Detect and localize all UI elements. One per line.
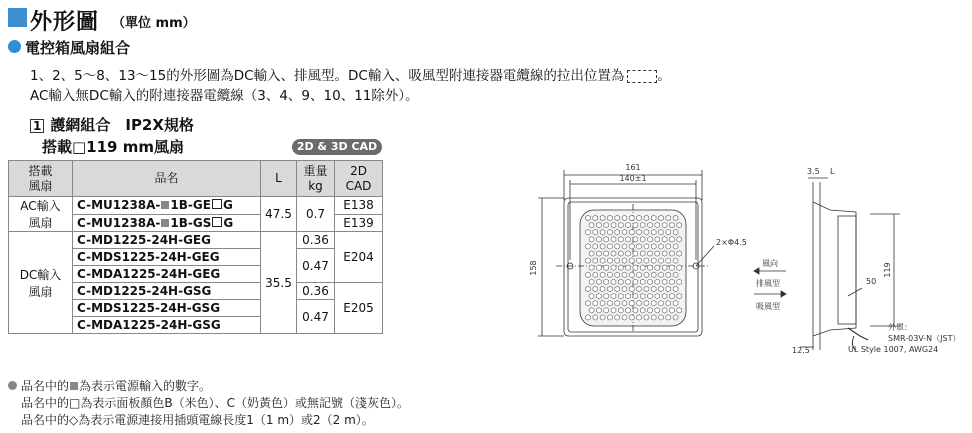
grill-hole bbox=[673, 315, 678, 321]
grill-hole bbox=[666, 300, 671, 306]
grill-hole bbox=[589, 222, 594, 228]
grill-hole bbox=[655, 293, 660, 299]
grill-hole bbox=[640, 237, 645, 243]
grill-hole bbox=[586, 300, 591, 306]
grill-hole bbox=[611, 279, 616, 285]
grill-hole bbox=[597, 222, 602, 228]
side-35-label: 3.5 bbox=[807, 167, 820, 176]
product-number: 1 bbox=[30, 119, 44, 133]
grill-hole bbox=[659, 300, 664, 306]
side-50-label: 50 bbox=[866, 277, 877, 286]
grill-hole bbox=[615, 286, 620, 292]
grill-hole bbox=[673, 258, 678, 264]
power-input-square-icon bbox=[70, 382, 78, 390]
grill-hole bbox=[615, 272, 620, 278]
grill-hole bbox=[677, 237, 682, 243]
grill-hole bbox=[626, 237, 631, 243]
product-subheading: 搭載□119 mm風扇 bbox=[42, 138, 184, 156]
grill-hole bbox=[600, 286, 605, 292]
grill-hole bbox=[640, 279, 645, 285]
grill-hole bbox=[626, 279, 631, 285]
grill-hole bbox=[633, 237, 638, 243]
grill-hole bbox=[611, 251, 616, 257]
grill-hole bbox=[655, 265, 660, 271]
grill-hole bbox=[600, 244, 605, 250]
grill-hole bbox=[589, 265, 594, 271]
grill-hole bbox=[626, 265, 631, 271]
exhaust-label: 排風型 bbox=[756, 279, 780, 288]
footnote-1: 品名中的 為表示電源輸入的數字。 bbox=[8, 377, 211, 394]
grill-hole bbox=[670, 265, 675, 271]
grill-hole bbox=[662, 265, 667, 271]
grill-hole bbox=[651, 229, 656, 235]
dc-type-cell: DC輸入 風扇 bbox=[9, 232, 73, 334]
grill-hole bbox=[644, 258, 649, 264]
footnote-3: 品名中的◇為表示電源連接用插頭電線長度1（1 m）或2（2 m）。 bbox=[21, 413, 374, 427]
grill-hole bbox=[640, 265, 645, 271]
intake-label: 吸風型 bbox=[756, 302, 780, 311]
grill-hole bbox=[611, 293, 616, 299]
grill-hole bbox=[604, 265, 609, 271]
grill-hole bbox=[589, 308, 594, 314]
grill-hole bbox=[611, 308, 616, 314]
table-row: C-MDS1225-24H-GEG bbox=[73, 249, 261, 266]
grill-hole bbox=[622, 272, 627, 278]
grill-hole bbox=[666, 258, 671, 264]
grill-hole bbox=[648, 222, 653, 228]
grill-hole bbox=[648, 237, 653, 243]
grill-hole bbox=[622, 315, 627, 321]
grill-hole bbox=[608, 229, 613, 235]
table-row: C-MD1225-24H-GSG bbox=[73, 283, 261, 300]
grill-hole bbox=[637, 300, 642, 306]
grill-hole bbox=[593, 286, 598, 292]
section-title: 電控箱風扇組合 bbox=[25, 39, 131, 57]
grill-hole bbox=[586, 215, 591, 221]
note-line-2: AC輸入無DC輸入的附連接器電纜線（3、4、9、10、11除外）。 bbox=[30, 88, 419, 104]
grill-hole bbox=[593, 244, 598, 250]
grill-hole bbox=[600, 300, 605, 306]
grill-hole bbox=[629, 315, 634, 321]
section-bullet-icon bbox=[8, 40, 21, 53]
grill-hole bbox=[655, 237, 660, 243]
grill-hole bbox=[593, 315, 598, 321]
grill-hole bbox=[608, 215, 613, 221]
header-model: 品名 bbox=[73, 161, 261, 197]
grill-hole bbox=[640, 251, 645, 257]
grill-hole bbox=[622, 229, 627, 235]
grill-hole bbox=[644, 300, 649, 306]
grill-hole bbox=[618, 237, 623, 243]
grill-hole bbox=[597, 265, 602, 271]
grill-hole bbox=[648, 251, 653, 257]
grill-hole bbox=[611, 222, 616, 228]
connector-label: 外罩： bbox=[888, 323, 912, 332]
side-L-label: L bbox=[830, 167, 835, 176]
dc-weight: 0.36 bbox=[297, 232, 335, 249]
grill-hole bbox=[673, 286, 678, 292]
grill-hole bbox=[633, 279, 638, 285]
grill-hole bbox=[589, 251, 594, 257]
grill-hole bbox=[670, 279, 675, 285]
grill-hole bbox=[637, 315, 642, 321]
grill-hole bbox=[633, 308, 638, 314]
table-row: C-MDA1225-24H-GEG bbox=[73, 266, 261, 283]
dc-weight: 0.47 bbox=[297, 300, 335, 334]
grill-hole bbox=[662, 237, 667, 243]
grill-hole bbox=[637, 244, 642, 250]
grill-hole bbox=[651, 215, 656, 221]
grill-hole bbox=[589, 237, 594, 243]
table-row: C-MDA1225-24H-GSG bbox=[73, 317, 261, 334]
grill-mesh bbox=[586, 215, 682, 320]
cad-link[interactable]: E205 bbox=[335, 283, 383, 334]
grill-hole bbox=[670, 251, 675, 257]
cable-label: UL Style 1007, AWG24 bbox=[848, 345, 939, 354]
grill-hole bbox=[608, 272, 613, 278]
grill-hole bbox=[608, 315, 613, 321]
outline-drawing bbox=[530, 160, 970, 360]
grill-hole bbox=[618, 293, 623, 299]
grill-hole bbox=[659, 215, 664, 221]
grill-hole bbox=[644, 244, 649, 250]
grill-hole bbox=[622, 258, 627, 264]
grill-hole bbox=[600, 272, 605, 278]
grill-hole bbox=[604, 308, 609, 314]
grill-hole bbox=[593, 258, 598, 264]
grill-hole bbox=[637, 215, 642, 221]
cad-link[interactable]: E139 bbox=[335, 214, 383, 232]
grill-hole bbox=[662, 222, 667, 228]
grill-hole bbox=[600, 315, 605, 321]
grill-hole bbox=[629, 244, 634, 250]
grill-hole bbox=[622, 244, 627, 250]
grill-hole bbox=[659, 258, 664, 264]
grill-hole bbox=[651, 300, 656, 306]
grill-hole bbox=[622, 300, 627, 306]
grill-hole bbox=[629, 300, 634, 306]
grill-hole bbox=[618, 308, 623, 314]
grill-hole bbox=[629, 215, 634, 221]
grill-hole bbox=[677, 251, 682, 257]
grill-hole bbox=[637, 272, 642, 278]
spec-table bbox=[8, 160, 383, 334]
dim-161-label: 161 bbox=[625, 163, 641, 172]
grill-hole bbox=[622, 286, 627, 292]
grill-hole bbox=[662, 279, 667, 285]
grill-hole bbox=[670, 308, 675, 314]
grill-hole bbox=[673, 229, 678, 235]
grill-hole bbox=[659, 272, 664, 278]
grill-hole bbox=[597, 251, 602, 257]
hole-label: 2×Φ4.5 bbox=[716, 238, 747, 247]
grill-hole bbox=[611, 237, 616, 243]
grill-hole bbox=[648, 265, 653, 271]
grill-hole bbox=[670, 237, 675, 243]
grill-hole bbox=[615, 315, 620, 321]
grill-hole bbox=[604, 251, 609, 257]
page-title: 外形圖 bbox=[30, 10, 100, 35]
grill-hole bbox=[673, 215, 678, 221]
grill-hole bbox=[644, 286, 649, 292]
grill-hole bbox=[666, 215, 671, 221]
grill-hole bbox=[604, 222, 609, 228]
grill-hole bbox=[604, 237, 609, 243]
table-row: C-MU1238A- 1B-GS G bbox=[73, 214, 261, 232]
grill-hole bbox=[677, 279, 682, 285]
grill-hole bbox=[615, 258, 620, 264]
grill-hole bbox=[637, 229, 642, 235]
grill-hole bbox=[648, 293, 653, 299]
footnote-2: 品名中的□為表示面板顏色B（米色）、C（奶黃色）或無記號（淺灰色）。 bbox=[21, 396, 409, 410]
grill-hole bbox=[651, 244, 656, 250]
grill-hole bbox=[637, 258, 642, 264]
grill-hole bbox=[600, 229, 605, 235]
power-input-square-icon bbox=[161, 219, 169, 227]
footnote-bullet-icon bbox=[8, 381, 17, 390]
grill-hole bbox=[608, 244, 613, 250]
grill-hole bbox=[618, 279, 623, 285]
grill-hole bbox=[677, 308, 682, 314]
ac-L: 47.5 bbox=[261, 197, 297, 232]
header-cad: 2D CAD bbox=[335, 161, 383, 197]
grill-hole bbox=[655, 222, 660, 228]
grill-hole bbox=[673, 300, 678, 306]
grill-hole bbox=[593, 272, 598, 278]
grill-hole bbox=[651, 315, 656, 321]
dim-140-label: 140±1 bbox=[619, 174, 647, 183]
grill-hole bbox=[618, 265, 623, 271]
dim-158-label: 158 bbox=[529, 260, 538, 276]
grill-hole bbox=[629, 258, 634, 264]
grill-hole bbox=[673, 244, 678, 250]
header-weight: 重量 kg bbox=[297, 161, 335, 197]
grill-hole bbox=[666, 272, 671, 278]
connector-model-label: SMR-03V-N（JST） bbox=[888, 334, 961, 343]
grill-hole bbox=[608, 286, 613, 292]
grill-hole bbox=[626, 222, 631, 228]
grill-hole bbox=[659, 229, 664, 235]
grill-hole bbox=[662, 308, 667, 314]
grill-hole bbox=[677, 293, 682, 299]
panel-color-square-icon bbox=[212, 199, 222, 209]
grill-hole bbox=[589, 279, 594, 285]
grill-hole bbox=[629, 286, 634, 292]
note-line-1 bbox=[30, 64, 671, 84]
grill-hole bbox=[677, 222, 682, 228]
grill-hole bbox=[608, 300, 613, 306]
grill-hole bbox=[600, 258, 605, 264]
grill-hole bbox=[629, 229, 634, 235]
grill-hole bbox=[629, 272, 634, 278]
cad-badge[interactable]: 2D & 3D CAD bbox=[292, 139, 382, 155]
grill-hole bbox=[644, 215, 649, 221]
grill-hole bbox=[651, 258, 656, 264]
table-row: C-MU1238A- 1B-GE G bbox=[73, 197, 261, 215]
grill-hole bbox=[586, 244, 591, 250]
grill-hole bbox=[604, 293, 609, 299]
grill-hole bbox=[626, 251, 631, 257]
side-125-label: 12.5 bbox=[792, 346, 810, 355]
dc-weight: 0.36 bbox=[297, 283, 335, 300]
grill-hole bbox=[677, 265, 682, 271]
grill-hole bbox=[640, 222, 645, 228]
grill-hole bbox=[651, 286, 656, 292]
grill-hole bbox=[648, 308, 653, 314]
grill-hole bbox=[640, 293, 645, 299]
grill-hole bbox=[670, 293, 675, 299]
grill-hole bbox=[615, 244, 620, 250]
dc-weight: 0.47 bbox=[297, 249, 335, 283]
grill-hole bbox=[673, 272, 678, 278]
cad-link[interactable]: E138 bbox=[335, 197, 383, 215]
header-type: 搭載 風扇 bbox=[9, 161, 73, 197]
grill-hole bbox=[644, 229, 649, 235]
grill-hole bbox=[655, 251, 660, 257]
grill-hole bbox=[618, 251, 623, 257]
grill-hole bbox=[659, 244, 664, 250]
grill-hole bbox=[633, 265, 638, 271]
grill-hole bbox=[670, 222, 675, 228]
table-row: C-MD1225-24H-GEG bbox=[73, 232, 261, 249]
grill-hole bbox=[589, 293, 594, 299]
ac-type-cell: AC輸入 風扇 bbox=[9, 197, 73, 232]
product-heading bbox=[30, 114, 194, 135]
dashed-box-icon bbox=[627, 70, 657, 83]
grill-hole bbox=[618, 222, 623, 228]
grill-hole bbox=[626, 308, 631, 314]
grill-hole bbox=[651, 272, 656, 278]
table-row: C-MDS1225-24H-GSG bbox=[73, 300, 261, 317]
cad-link[interactable]: E204 bbox=[335, 232, 383, 283]
airflow-label: 風向 bbox=[762, 259, 778, 268]
grill-hole bbox=[644, 272, 649, 278]
grill-hole bbox=[662, 251, 667, 257]
grill-hole bbox=[586, 315, 591, 321]
grill-hole bbox=[611, 265, 616, 271]
grill-hole bbox=[586, 258, 591, 264]
grill-hole bbox=[666, 229, 671, 235]
grill-hole bbox=[615, 215, 620, 221]
grill-hole bbox=[637, 286, 642, 292]
grill-hole bbox=[648, 279, 653, 285]
grill-hole bbox=[615, 300, 620, 306]
grill-hole bbox=[593, 300, 598, 306]
unit-label: （單位 mm） bbox=[112, 16, 196, 31]
panel-color-square-icon bbox=[212, 217, 222, 227]
title-marker bbox=[8, 8, 27, 27]
grill-hole bbox=[600, 215, 605, 221]
side-119-label: 119 bbox=[883, 262, 892, 278]
grill-hole bbox=[604, 279, 609, 285]
grill-hole bbox=[597, 293, 602, 299]
grill-hole bbox=[597, 308, 602, 314]
grill-hole bbox=[586, 286, 591, 292]
grill-hole bbox=[633, 251, 638, 257]
grill-hole bbox=[662, 293, 667, 299]
grill-hole bbox=[626, 293, 631, 299]
grill-hole bbox=[666, 286, 671, 292]
grill-hole bbox=[659, 315, 664, 321]
grill-hole bbox=[608, 258, 613, 264]
note-line-1-text: 1、2、5～8、13～15的外形圖為DC輸入、排風型。DC輸入、吸風型附連接器電纜線的拉出位置為 bbox=[30, 68, 625, 84]
grill-hole bbox=[655, 308, 660, 314]
grill-hole bbox=[586, 229, 591, 235]
grill-hole bbox=[586, 272, 591, 278]
grill-hole bbox=[597, 279, 602, 285]
note-line-1-end: 。 bbox=[657, 68, 671, 84]
header-L: L bbox=[261, 161, 297, 197]
ac-weight: 0.7 bbox=[297, 197, 335, 232]
power-input-square-icon bbox=[161, 201, 169, 209]
grill-hole bbox=[593, 215, 598, 221]
grill-hole bbox=[659, 286, 664, 292]
grill-hole bbox=[655, 279, 660, 285]
dc-L: 35.5 bbox=[261, 232, 297, 334]
grill-hole bbox=[666, 315, 671, 321]
grill-hole bbox=[666, 244, 671, 250]
grill-hole bbox=[622, 215, 627, 221]
grill-hole bbox=[644, 315, 649, 321]
grill-hole bbox=[633, 222, 638, 228]
grill-hole bbox=[633, 293, 638, 299]
grill-hole bbox=[597, 237, 602, 243]
grill-hole bbox=[593, 229, 598, 235]
grill-hole bbox=[615, 229, 620, 235]
product-heading-text: 護網組合 IP2X規格 bbox=[50, 116, 194, 134]
grill-hole bbox=[640, 308, 645, 314]
